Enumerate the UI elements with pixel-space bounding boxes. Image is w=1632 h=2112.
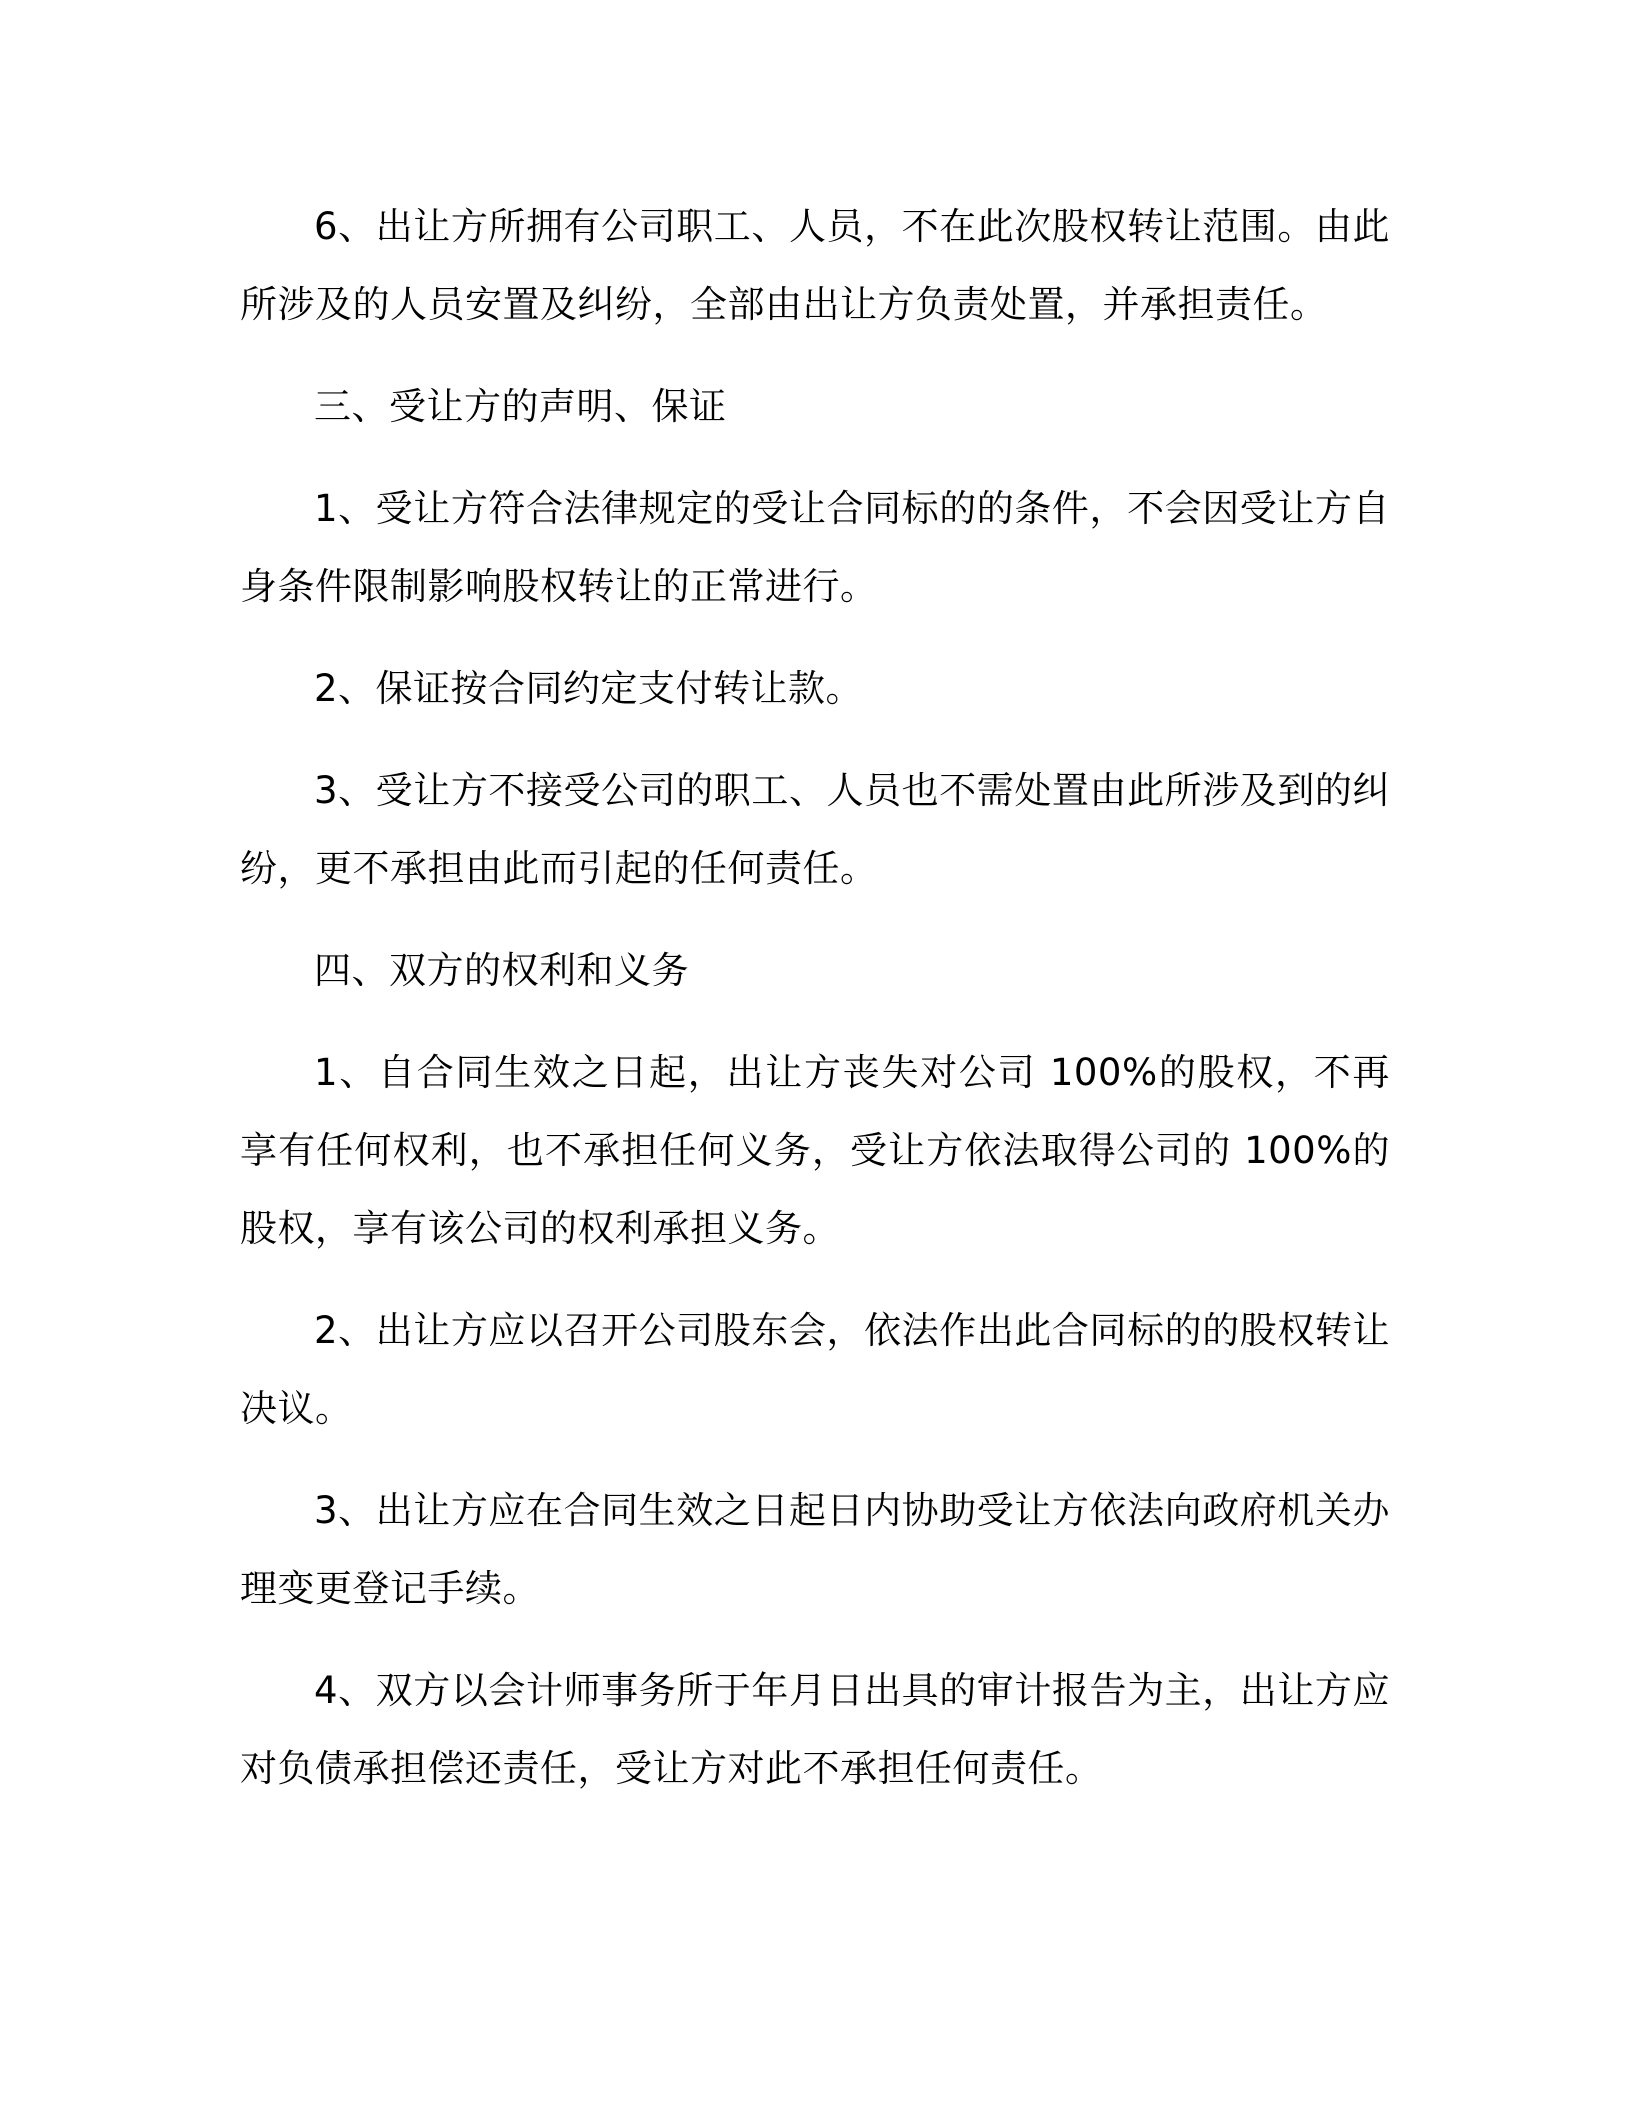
clause-3-2: 2、保证按合同约定支付转让款。 [314, 667, 864, 710]
section-heading-4: 四、双方的权利和义务 [314, 949, 689, 992]
clause-3-1: 1、受让方符合法律规定的受让合同标的的条件，不会因受让方自身条件限制影响股权转让的正常进行。 [240, 487, 1390, 608]
clause-4-4: 4、双方以会计师事务所于年月日出具的审计报告为主，出让方应对负债承担偿还责任，受让方对此不承担任何责任。 [240, 1669, 1390, 1790]
clause-4-1: 1、自合同生效之日起，出让方丧失对公司 100%的股权，不再享有任何权利，也不承担任何义务，受让方依法取得公司的 100%的股权，享有该公司的权利承担义务。 [240, 1051, 1390, 1250]
document-body [240, 188, 1390, 1832]
clause-4-2: 2、出让方应以召开公司股东会，依法作出此合同标的的股权转让决议。 [240, 1309, 1390, 1430]
section-heading-3: 三、受让方的声明、保证 [314, 385, 727, 428]
clause-3-3: 3、受让方不接受公司的职工、人员也不需处置由此所涉及到的纠纷，更不承担由此而引起的任何责任。 [240, 769, 1390, 890]
clause-2-6: 6、出让方所拥有公司职工、人员，不在此次股权转让范围。由此所涉及的人员安置及纠纷，全部由出让方负责处置，并承担责任。 [240, 205, 1390, 326]
clause-4-3: 3、出让方应在合同生效之日起日内协助受让方依法向政府机关办理变更登记手续。 [240, 1489, 1390, 1610]
